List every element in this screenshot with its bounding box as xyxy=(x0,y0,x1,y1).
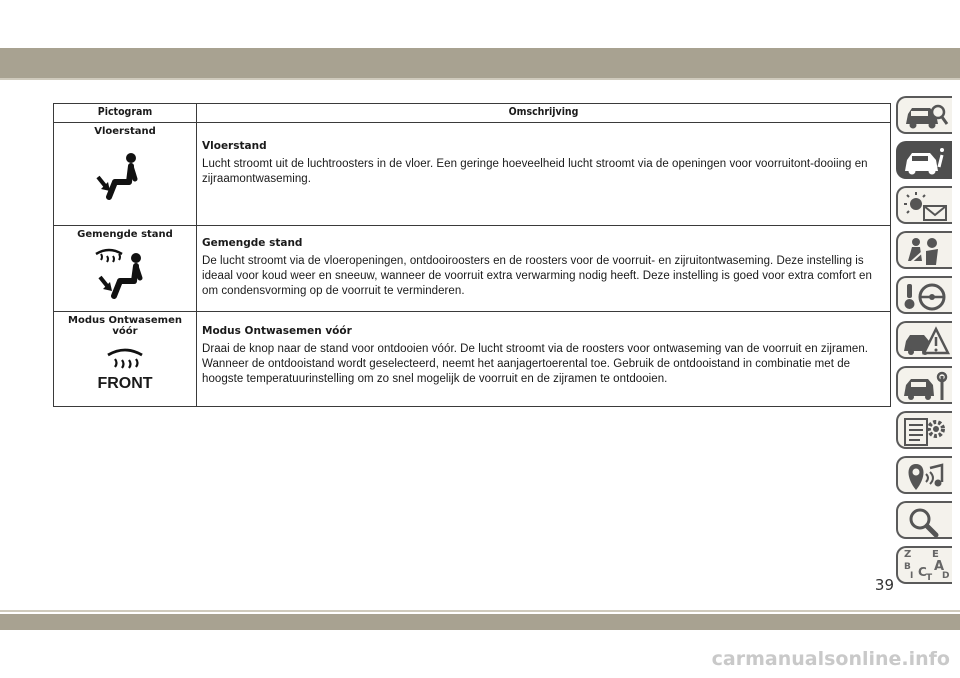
tab-safety[interactable] xyxy=(896,231,952,269)
mix-mode-icon xyxy=(92,244,158,302)
index-letter: C xyxy=(918,565,927,579)
front-label: FRONT xyxy=(97,375,153,392)
index-letter: B xyxy=(904,562,911,572)
index-letter: I xyxy=(910,571,914,581)
pictogram-label: Vloerstand xyxy=(94,126,156,137)
description-text: Lucht stroomt uit de luchtroosters in de vloer. Een geringe hoeveelheid lucht stroomt via de openingen voor voorruitont-dooiing en zijraamontwaseming. xyxy=(202,158,868,185)
index-letter: Z xyxy=(904,549,912,560)
top-header-band xyxy=(0,48,960,78)
table-row-mix-mode xyxy=(54,226,891,312)
index-letter: D xyxy=(942,571,950,581)
steering-wheel-key-icon xyxy=(902,280,950,314)
tab-multimedia[interactable] xyxy=(896,456,952,494)
defrost-symbol-icon xyxy=(105,345,145,371)
description-title: Vloerstand xyxy=(202,140,267,152)
bottom-footer-band xyxy=(0,614,960,630)
specs-gear-icon xyxy=(902,415,950,449)
tab-car-info[interactable] xyxy=(896,141,952,179)
tab-index-search[interactable] xyxy=(896,501,952,539)
top-header-line xyxy=(0,78,960,80)
floor-mode-icon xyxy=(95,149,155,205)
tab-emergency[interactable] xyxy=(896,321,952,359)
description-title: Modus Ontwasemen vóór xyxy=(202,325,352,337)
table-header-row xyxy=(54,104,891,123)
car-hazard-icon xyxy=(902,325,950,359)
pictogram-label: Gemengde stand xyxy=(77,229,173,240)
pictogram-cell xyxy=(54,312,197,407)
car-wrench-icon xyxy=(902,370,950,404)
pictogram-cell xyxy=(54,226,197,312)
tab-specifications[interactable] xyxy=(896,411,952,449)
index-letter: T xyxy=(926,573,933,583)
car-info-icon xyxy=(902,145,950,179)
magnifier-icon xyxy=(902,505,950,539)
tab-index-az[interactable] xyxy=(896,546,952,584)
description-title: Gemengde stand xyxy=(202,237,303,249)
bottom-footer-line xyxy=(0,610,960,612)
table-row-front-defrost xyxy=(54,312,891,407)
seatbelt-airbag-icon xyxy=(902,235,950,269)
index-letter: E xyxy=(932,549,939,560)
index-letter: A xyxy=(934,559,945,574)
pictogram-label: Modus Ontwasemen vóór xyxy=(68,315,182,337)
multimedia-icon xyxy=(902,460,950,494)
warning-light-message-icon xyxy=(902,190,950,224)
description-cell xyxy=(197,226,891,312)
watermark: carmanualsonline.info xyxy=(711,648,950,670)
tab-servicing[interactable] xyxy=(896,366,952,404)
pictogram-cell xyxy=(54,123,197,226)
index-az-icon xyxy=(902,549,948,583)
car-search-icon xyxy=(902,100,950,134)
tab-warning-lights[interactable] xyxy=(896,186,952,224)
header-description: Omschrijving xyxy=(197,104,891,123)
header-pictogram: Pictogram xyxy=(54,104,197,123)
description-text: De lucht stroomt via de vloeropeningen, ontdooiroosters en de roosters voor de voorruit- en zijruitontwaseming. Deze instelling is ideaal voor koud weer en sneeuw, wanneer de voorruit extra verwarming nodig heeft. Deze instelling is goed voor extra comfort en om condensvorming op de voorruit te verminderen. xyxy=(202,255,872,297)
description-cell xyxy=(197,123,891,226)
description-cell xyxy=(197,312,891,407)
table-row-floor-mode xyxy=(54,123,891,226)
front-defrost-icon xyxy=(56,345,194,392)
climate-mode-table xyxy=(53,103,891,407)
tab-starting-driving[interactable] xyxy=(896,276,952,314)
description-text: Draai de knop naar de stand voor ontdooien vóór. De lucht stroomt via de roosters voor ontwaseming van de voorruit en zijramen. Wanneer de ontdooistand wordt geselecteerd, neemt het aanjagertoerental toe. Gebruik de ontdooistand in combinatie met de hoogste temperatuurinstelling om zo snel mogelijk de voorruit en de zijramen te ontdooien. xyxy=(202,343,869,385)
tab-car-search[interactable] xyxy=(896,96,952,134)
page-number: 39 xyxy=(874,576,894,594)
